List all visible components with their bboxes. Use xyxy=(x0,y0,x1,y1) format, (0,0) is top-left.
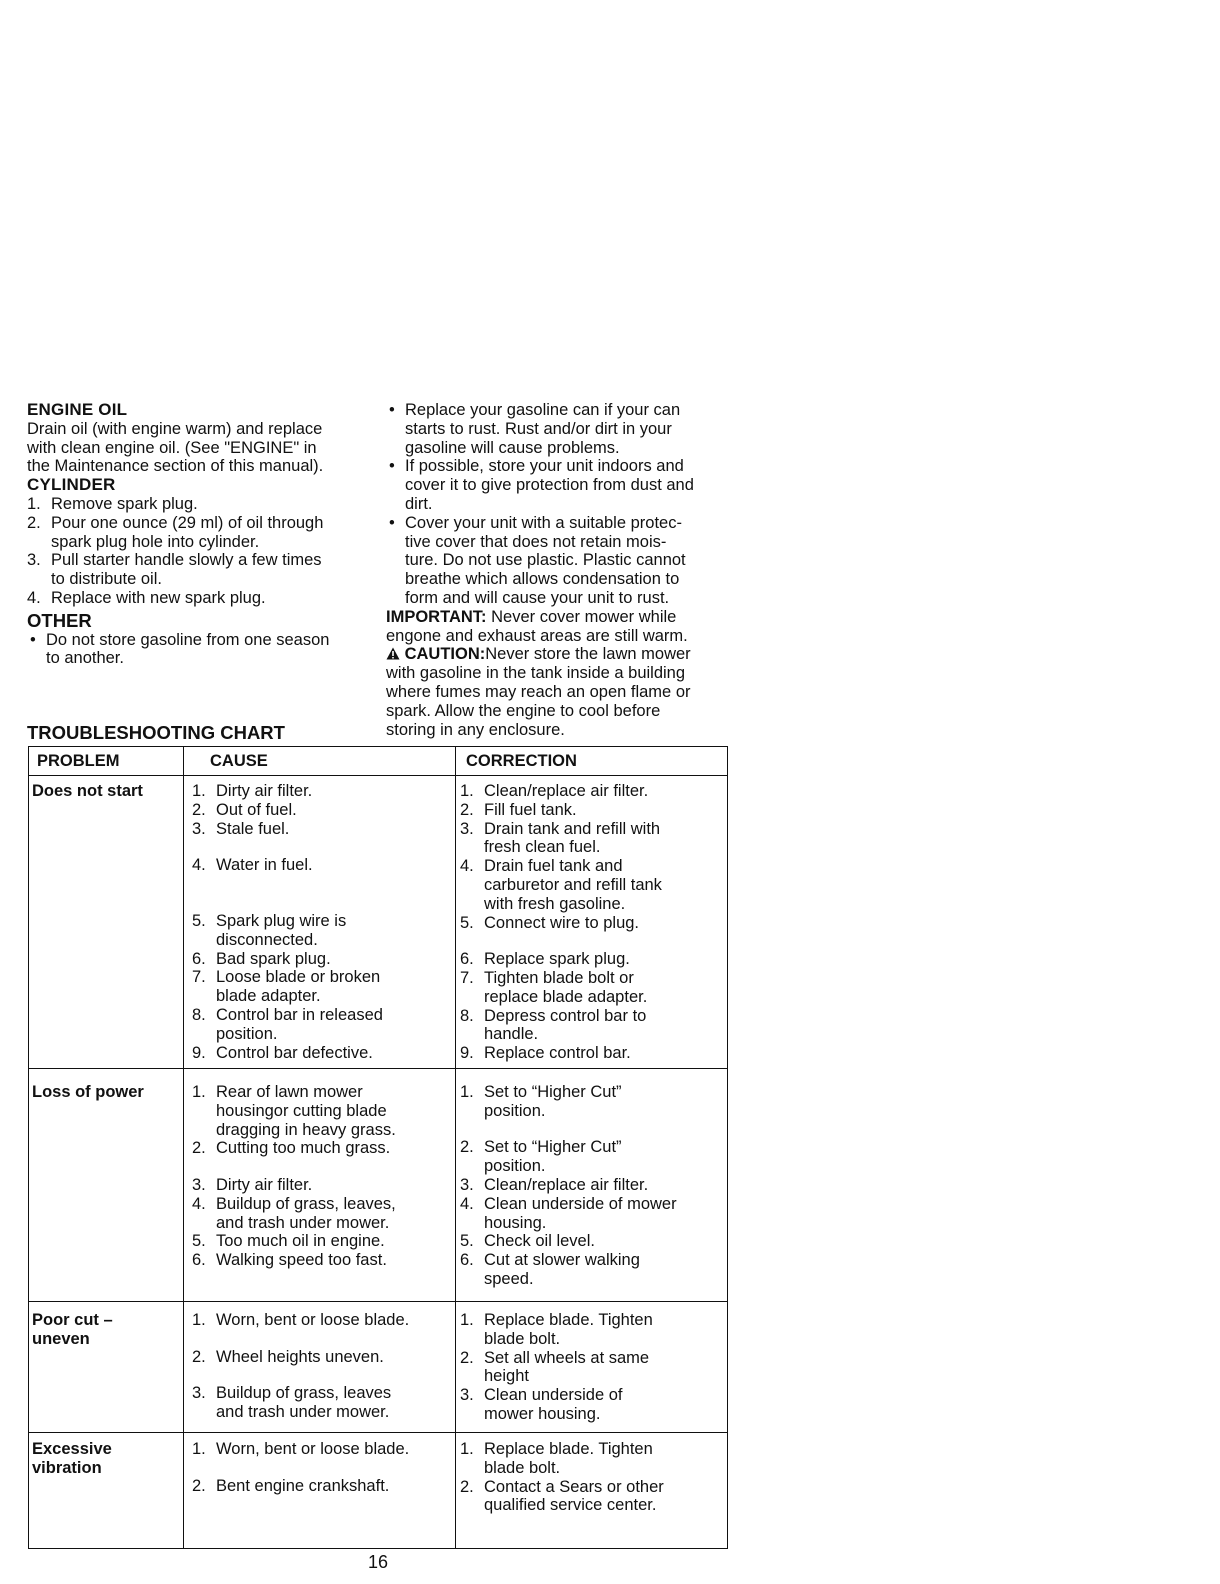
table-row: 1. Rear of lawn mower housingor cutting blade dragging in heavy grass. xyxy=(192,1083,396,1139)
troubleshooting-chart-title: TROUBLESHOOTING CHART xyxy=(27,722,285,743)
problem-excessive-vibration: Excessive vibration xyxy=(32,1440,112,1477)
table-row: 6. Bad spark plug. xyxy=(192,949,331,968)
causes-does-not-start xyxy=(192,782,452,1062)
list-item: 2. Pour one ounce (29 ml) of oil through spark plug hole into cylinder. xyxy=(27,513,324,551)
table-row: 5. Connect wire to plug. xyxy=(460,913,640,932)
list-item: 3. Pull starter handle slowly a few times to distribute oil. xyxy=(27,551,322,589)
bullet-icon: • xyxy=(389,457,395,476)
cylinder-steps xyxy=(27,495,367,608)
table-row: 5. Too much oil in engine. xyxy=(192,1232,385,1251)
corrections-loss-of-power xyxy=(460,1083,725,1289)
table-row: 4. Buildup of grass, leaves, and trash under mower. xyxy=(192,1194,396,1232)
table-row: 4. Water in fuel. xyxy=(192,856,313,875)
table-row: 2. Bent engine crankshaft. xyxy=(192,1476,390,1495)
table-row: 8. Control bar in released position. xyxy=(192,1005,383,1043)
list-item: 1. Remove spark plug. xyxy=(27,494,198,513)
table-row: 2. Fill fuel tank. xyxy=(460,800,577,819)
table-row: 5. Spark plug wire is disconnected. xyxy=(192,911,347,949)
row-divider xyxy=(29,1068,727,1069)
causes-poor-cut xyxy=(192,1311,452,1422)
table-row: 6. Cut at slower walking speed. xyxy=(460,1251,640,1288)
table-row: 3. Buildup of grass, leaves and trash under mower. xyxy=(192,1384,392,1421)
engine-oil-text: Drain oil (with engine warm) and replace with clean engine oil. (See "ENGINE" in the Maintenance section of this manual). xyxy=(27,419,324,476)
list-item: 4. Replace with new spark plug. xyxy=(27,588,266,607)
column-divider xyxy=(183,747,184,1548)
bullet-icon: • xyxy=(389,513,395,532)
table-row: 9. Replace control bar. xyxy=(460,1044,631,1063)
table-row: 1. Clean/replace air filter. xyxy=(460,782,649,800)
left-column xyxy=(27,401,367,668)
table-row: 6. Replace spark plug. xyxy=(460,950,630,969)
row-divider xyxy=(29,1301,727,1302)
table-row: 2. Set all wheels at same height xyxy=(460,1348,650,1386)
other-heading: OTHER xyxy=(27,609,92,631)
table-row: 5. Check oil level. xyxy=(460,1232,595,1251)
other-bullets-left xyxy=(27,631,367,669)
table-row: 1. Set to “Higher Cut” position. xyxy=(460,1083,622,1120)
bullet-icon: • xyxy=(389,401,395,419)
table-header xyxy=(29,747,727,776)
corrections-poor-cut xyxy=(460,1311,725,1424)
table-row: 3. Clean/replace air filter. xyxy=(460,1175,649,1194)
table-row: 2. Set to “Higher Cut” position. xyxy=(460,1138,622,1176)
list-item: • Replace your gasoline can if your can starts to rust. Rust and/or dirt in your gasoline will cause problems. xyxy=(386,401,731,457)
problem-loss-of-power: Loss of power xyxy=(32,1083,144,1101)
bullet-icon: • xyxy=(30,630,36,649)
troubleshooting-table xyxy=(28,746,728,1549)
table-row: 2. Wheel heights uneven. xyxy=(192,1347,384,1366)
problem-does-not-start: Does not start xyxy=(32,782,143,800)
problem-poor-cut: Poor cut – uneven xyxy=(32,1311,113,1348)
header-problem: PROBLEM xyxy=(37,752,120,770)
right-column xyxy=(386,401,731,739)
table-row: 3. Drain tank and refill with fresh clean fuel. xyxy=(460,819,661,857)
column-divider xyxy=(455,747,456,1548)
table-row: 7. Tighten blade bolt or replace blade adapter. xyxy=(460,968,648,1006)
table-row: 1. Replace blade. Tighten blade bolt. xyxy=(460,1311,653,1348)
important-note: IMPORTANT: Never cover mower while engone and exhaust areas are still warm. xyxy=(386,607,688,645)
table-row: 2. Out of fuel. xyxy=(192,800,297,819)
table-row: 1. Worn, bent or loose blade. xyxy=(192,1311,410,1329)
list-item: • If possible, store your unit indoors and cover it to give protection from dust and dirt. xyxy=(386,457,731,513)
table-row: 2. Cutting too much grass. xyxy=(192,1139,391,1158)
table-row: 6. Walking speed too fast. xyxy=(192,1251,387,1270)
table-row: 3. Clean underside of mower housing. xyxy=(460,1386,623,1423)
table-row: 4. Clean underside of mower housing. xyxy=(460,1194,677,1232)
corrections-does-not-start xyxy=(460,782,725,1063)
table-row: 9. Control bar defective. xyxy=(192,1043,373,1062)
warning-triangle-icon xyxy=(386,647,400,660)
table-row: 8. Depress control bar to handle. xyxy=(460,1006,647,1044)
page-number: 16 xyxy=(368,1552,389,1572)
causes-excessive-vibration xyxy=(192,1440,452,1495)
caution-note: CAUTION:Never store the lawn mower with gasoline in the tank inside a building where fumes may reach an open flame or spark. Allow the engine to cool before storing in any enclosure. xyxy=(386,645,691,739)
table-row: 7. Loose blade or broken blade adapter. xyxy=(192,968,381,1006)
table-row: 1. Dirty air filter. xyxy=(192,782,313,800)
table-row: 1. Worn, bent or loose blade. xyxy=(192,1440,410,1458)
table-row: 2. Contact a Sears or other qualified service center. xyxy=(460,1477,664,1515)
engine-oil-heading: ENGINE OIL xyxy=(27,400,128,419)
list-item: • Cover your unit with a suitable protec- tive cover that does not retain mois- ture. Do not use plastic. Plastic cannot breathe which allows condensation to form and will cause your unit to rust. xyxy=(386,514,731,608)
row-divider xyxy=(29,1432,727,1433)
corrections-excessive-vibration xyxy=(460,1440,725,1515)
table-row: 4. Drain fuel tank and carburetor and refill tank with fresh gasoline. xyxy=(460,857,662,913)
list-item: • Do not store gasoline from one season to another. xyxy=(27,631,367,669)
cylinder-heading: CYLINDER xyxy=(27,475,116,495)
other-bullets-right xyxy=(386,401,731,608)
table-row: 3. Stale fuel. xyxy=(192,819,290,838)
table-row: 3. Dirty air filter. xyxy=(192,1175,313,1194)
causes-loss-of-power xyxy=(192,1083,452,1270)
header-correction: CORRECTION xyxy=(466,752,577,770)
header-cause: CAUSE xyxy=(210,752,268,770)
table-row: 1. Replace blade. Tighten blade bolt. xyxy=(460,1440,653,1477)
